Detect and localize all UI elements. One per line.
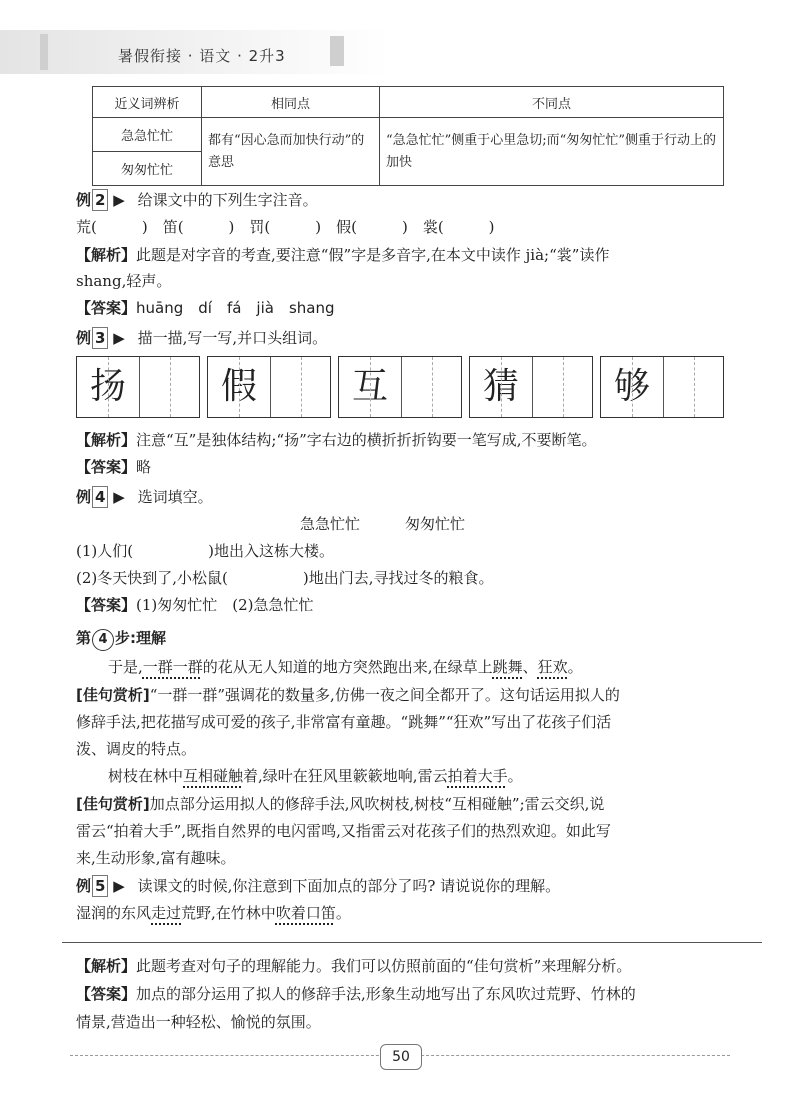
header-decoration (330, 36, 344, 66)
table-header: 近义词辨析 (93, 87, 202, 118)
comment-1-line-3: 泼、调皮的特点。 (76, 740, 197, 758)
example-5-analysis: 【解析】此题考查对句子的理解能力。我们可以仿照前面的“佳句赏析”来理解分析。 (76, 957, 632, 975)
step-number: 4 (92, 629, 114, 651)
header-decoration (40, 34, 48, 70)
comment-1-line-2: 修辞手法,把花描写成可爱的孩子,非常富有童趣。“跳舞”“狂欢”写出了花孩子们活 (76, 713, 612, 731)
example-3-answer: 【答案】略 (76, 458, 152, 476)
char-writing-box (600, 356, 724, 418)
step-heading: 第 4 步:理解 (76, 628, 166, 651)
char-writing-box (338, 356, 462, 418)
table-same: 都有“因心急而加快行动”的意思 (202, 118, 380, 186)
example-2-answer: 【答案】huāng dí fá jià shang (76, 299, 335, 317)
example-4-answer: 【答案】(1)匆匆忙忙 (2)急急忙忙 (76, 596, 314, 614)
char-glyph: 够 (613, 366, 650, 407)
arrow-icon: ▶ (113, 329, 125, 347)
page-number: 50 (380, 1044, 422, 1070)
example-badge: 例 2 (76, 189, 108, 211)
separator-line (62, 942, 762, 943)
char-writing-box (76, 356, 200, 418)
example-4-q2: (2)冬天快到了,小松鼠( )地出门去,寻找过冬的粮食。 (76, 569, 494, 587)
comment-2-line-1: [佳句赏析]加点部分运用拟人的修辞手法,风吹树枝,树枝“互相碰触”;雷云交织,说 (76, 795, 605, 813)
table-diff: “急急忙忙”侧重于心里急切;而“匆匆忙忙”侧重于行动上的加快 (380, 118, 724, 186)
char-glyph: 互 (351, 366, 388, 407)
comment-1-line-1: [佳句赏析]“一群一群”强调花的数量多,仿佛一夜之间全都开了。这句话运用拟人的 (76, 686, 620, 704)
arrow-icon: ▶ (113, 191, 125, 209)
example-5-prompt: 例 5 ▶ 读课文的时候,你注意到下面加点的部分了吗? 请说说你的理解。 (76, 877, 561, 895)
quote-sentence-2: 树枝在林中互相碰触着,绿叶在狂风里簌簌地响,雷云拍着大手。 (108, 767, 523, 785)
arrow-icon: ▶ (113, 488, 125, 506)
quote-sentence-1: 于是,一群一群的花从无人知道的地方突然跑出来,在绿草上跳舞、狂欢。 (108, 658, 583, 676)
example-2-analysis-cont: shang,轻声。 (76, 272, 172, 290)
table-word: 急急忙忙 (93, 118, 202, 152)
header-title: 暑假衔接 · 语文 · 2升3 (118, 47, 286, 65)
example-5-sentence: 湿润的东风走过荒野,在竹林中吹着口笛。 (76, 904, 351, 922)
example-2-items: 荒( ) 笛( ) 罚( ) 假( ) 裳( ) (76, 218, 495, 236)
char-glyph: 猜 (482, 366, 519, 407)
table-word: 匆匆忙忙 (93, 152, 202, 186)
example-badge: 例 5 (76, 875, 108, 897)
char-writing-box (469, 356, 593, 418)
example-2-analysis: 【解析】此题是对字音的考查,要注意“假”字是多音字,在本文中读作 jià;“裳”读作 (76, 246, 610, 264)
comment-2-line-3: 来,生动形象,富有趣味。 (76, 849, 236, 867)
arrow-icon: ▶ (113, 877, 125, 895)
char-glyph: 扬 (89, 366, 126, 407)
example-4-q1: (1)人们( )地出入这栋大楼。 (76, 542, 334, 560)
comment-2-line-2: 雷云“拍着大手”,既指自然界的电闪雷鸣,又指雷云对花孩子们的热烈欢迎。如此写 (76, 822, 611, 840)
example-4-options: 急急忙忙 匆匆忙忙 (300, 515, 466, 533)
example-5-answer: 【答案】加点的部分运用了拟人的修辞手法,形象生动地写出了东风吹过荒野、竹林的 (76, 985, 636, 1003)
synonym-table (92, 86, 724, 186)
table-header: 相同点 (202, 87, 380, 118)
char-writing-box (207, 356, 331, 418)
table-header: 不同点 (380, 87, 724, 118)
example-badge: 例 3 (76, 327, 108, 349)
example-badge: 例 4 (76, 486, 108, 508)
char-glyph: 假 (220, 366, 257, 407)
example-3-analysis: 【解析】注意“互”是独体结构;“扬”字右边的横折折折钩要一笔写成,不要断笔。 (76, 431, 597, 449)
example-2-prompt: 例 2 ▶ 给课文中的下列生字注音。 (76, 191, 318, 209)
example-5-answer-cont: 情景,营造出一种轻松、愉悦的氛围。 (76, 1013, 321, 1031)
example-4-prompt: 例 4 ▶ 选词填空。 (76, 488, 213, 506)
example-3-prompt: 例 3 ▶ 描一描,写一写,并口头组词。 (76, 329, 328, 347)
